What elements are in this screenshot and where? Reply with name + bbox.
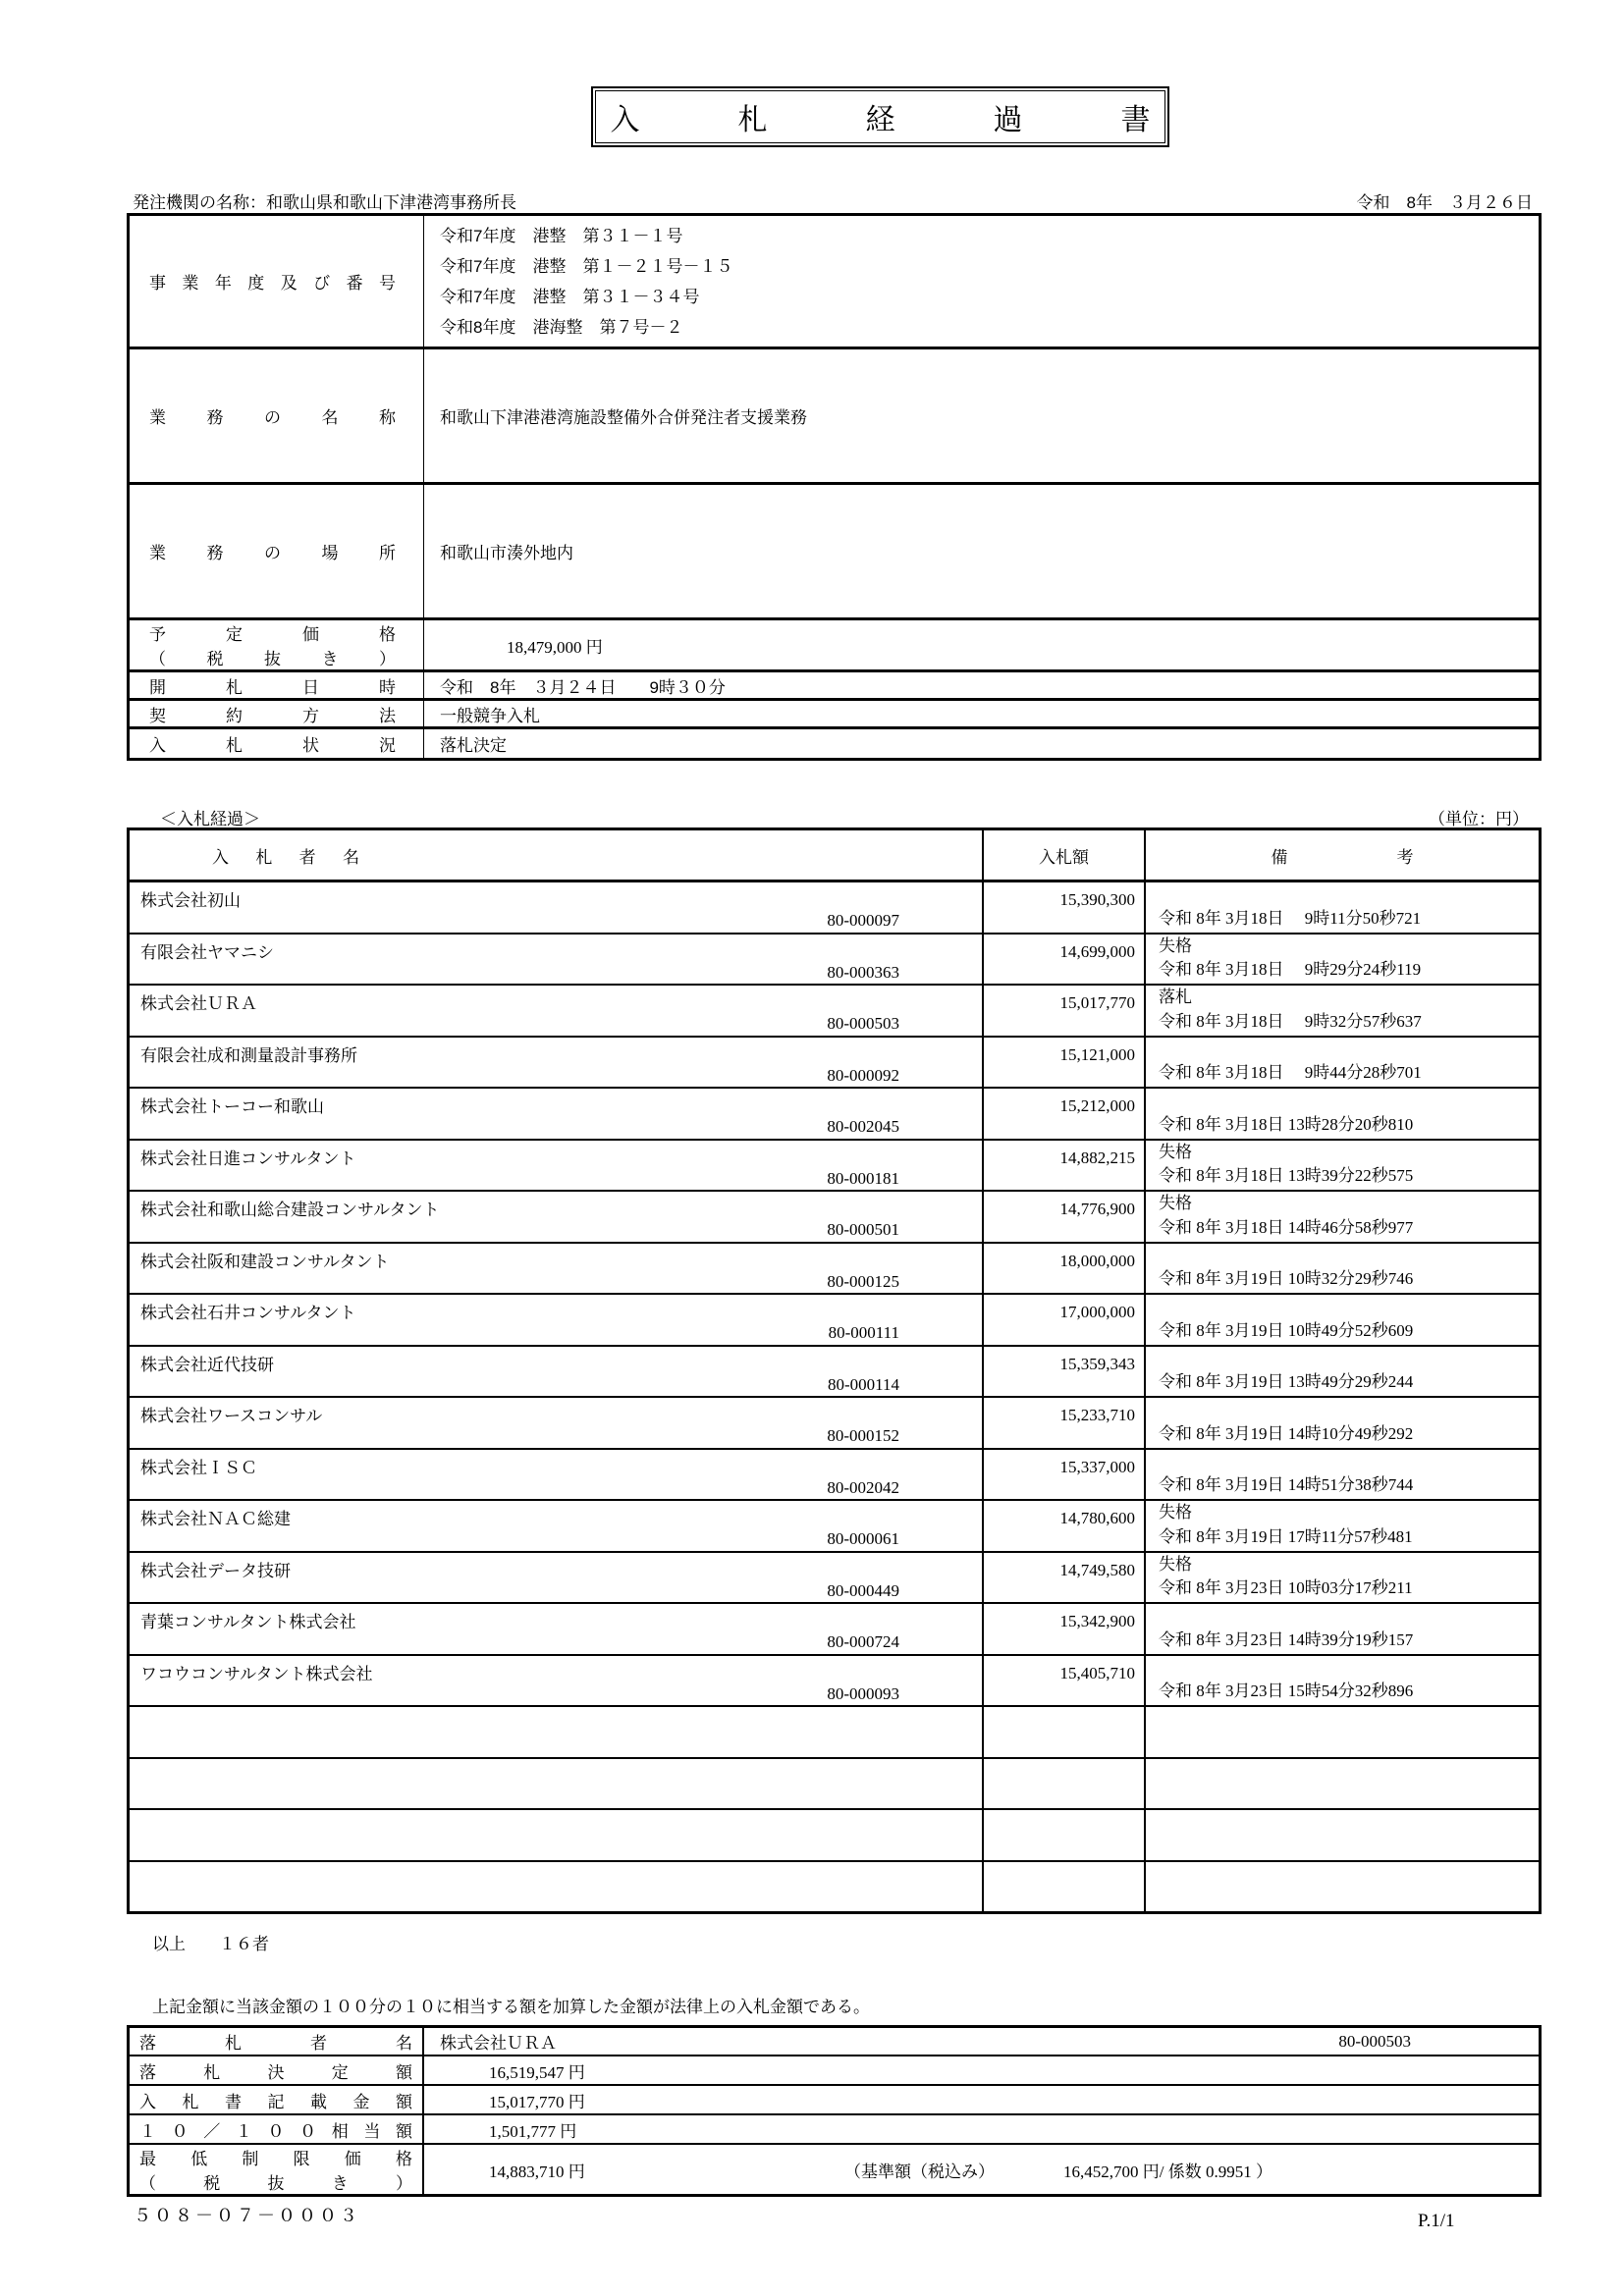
bid-amount-cell [984, 1089, 1146, 1139]
written-amount-value-cell [424, 2086, 1539, 2113]
bid-table-row [130, 1396, 1539, 1448]
row-contract-method [130, 698, 1539, 726]
estimated-price-label-cell [130, 620, 424, 669]
bid-amount-cell [984, 1707, 1146, 1757]
bid-result-status [1159, 1812, 1539, 1832]
bidder-name-cell [130, 1089, 984, 1139]
bid-timestamp: 令和 8年 3月19日 10時32分29秒746 [1159, 1269, 1414, 1288]
winner-name: 株式会社ＵＲＡ [440, 2034, 557, 2053]
minimum-price-label: 最低制限価格 [139, 2150, 412, 2168]
bid-amount: 15,342,900 [1059, 1612, 1135, 1630]
row-opening-datetime [130, 669, 1539, 698]
bid-amount-cell [984, 1759, 1146, 1809]
bid-table-row [130, 1860, 1539, 1912]
bidder-name: 株式会社トーコー和歌山 [140, 1097, 324, 1116]
bidder-name-cell [130, 1450, 984, 1500]
project-line: 令和7年度 港整 第３１－１号 [440, 226, 683, 245]
bid-table-header [130, 830, 1539, 880]
bid-table-row [130, 984, 1539, 1036]
bidder-name-column-header: 入札者名 [212, 847, 359, 867]
bid-table-row [130, 1499, 1539, 1551]
row-ratio-amount [130, 2113, 1539, 2143]
bidder-id: 80-000093 [827, 1683, 899, 1703]
bid-amount: 15,121,000 [1059, 1044, 1135, 1064]
bidder-name-cell [130, 1759, 984, 1809]
winner-label: 落札者名 [139, 2034, 412, 2053]
bidder-name-cell [130, 1038, 984, 1088]
bid-table-row [130, 1190, 1539, 1242]
remark-cell [1146, 1038, 1539, 1088]
bid-result-status [1159, 1091, 1539, 1110]
bid-table-row [130, 1654, 1539, 1706]
bidder-name-cell [130, 1244, 984, 1294]
remark-cell [1146, 1450, 1539, 1500]
bidder-name: 株式会社阪和建設コンサルタント [140, 1252, 390, 1271]
bid-amount: 14,882,215 [1059, 1148, 1135, 1167]
bidder-name-column-header-cell [130, 830, 984, 880]
bid-amount-cell [984, 1038, 1146, 1088]
bidder-name-cell [130, 934, 984, 985]
remark-cell [1146, 1862, 1539, 1912]
remark-cell [1146, 934, 1539, 985]
bidder-name-cell [130, 882, 984, 933]
bidder-name-cell [130, 1398, 984, 1448]
remark-cell [1146, 1347, 1539, 1397]
remark-column-header-cell [1146, 830, 1539, 880]
bid-amount-cell [984, 1295, 1146, 1345]
bid-timestamp: 令和 8年 3月19日 14時51分38秒744 [1159, 1475, 1414, 1494]
bid-timestamp: 令和 8年 3月23日 15時54分32秒896 [1159, 1682, 1414, 1700]
bidder-name-cell [130, 1295, 984, 1345]
project-info-table [127, 213, 1542, 761]
bidder-id: 80-000092 [827, 1065, 899, 1085]
bid-amount-cell [984, 1604, 1146, 1654]
bidder-count-note: 以上 １６者 [152, 1935, 269, 1953]
bidder-id: 80-000114 [827, 1374, 899, 1394]
bid-timestamp: 令和 8年 3月23日 14時39分19秒157 [1159, 1629, 1414, 1649]
bidder-id: 80-002042 [827, 1477, 899, 1497]
award-summary-table [127, 2025, 1542, 2197]
work-name-label-cell [130, 349, 424, 482]
bid-amount: 15,337,000 [1059, 1457, 1135, 1476]
bidder-name: 株式会社石井コンサルタント [140, 1304, 356, 1322]
bid-history-table [127, 828, 1542, 1914]
estimated-price-label-tax: （税抜き） [149, 650, 396, 668]
winner-value-cell [424, 2028, 1539, 2055]
bid-amount-cell [984, 1501, 1146, 1551]
bidder-name-cell [130, 1810, 984, 1860]
work-place-label: 業務の場所 [149, 544, 396, 562]
bidder-id: 80-000111 [828, 1323, 899, 1342]
bid-result-status [1159, 1040, 1539, 1059]
work-place-value-cell [424, 485, 1539, 617]
bidder-id: 80-000097 [827, 911, 899, 930]
bid-amount-cell [984, 1192, 1146, 1242]
bid-amount-cell [984, 934, 1146, 985]
bid-amount: 14,699,000 [1059, 941, 1135, 961]
page-number: P.1/1 [1418, 2211, 1455, 2231]
bid-timestamp: 令和 8年 3月19日 14時10分49秒292 [1159, 1423, 1414, 1443]
bid-table-row [130, 1602, 1539, 1654]
row-award-amount [130, 2055, 1539, 2084]
bid-amount-cell [984, 1347, 1146, 1397]
work-place-label-cell [130, 485, 424, 617]
bid-result-status: 失格 [1159, 1554, 1192, 1574]
row-winner [130, 2028, 1539, 2055]
winner-label-cell [130, 2028, 424, 2055]
bid-amount-cell [984, 1244, 1146, 1294]
bidder-id: 80-000501 [827, 1220, 899, 1239]
bidder-name-cell [130, 1707, 984, 1757]
bid-result-status [1159, 884, 1539, 904]
written-amount-value: 15,017,770 円 [489, 2092, 585, 2111]
bidder-name-cell [130, 1347, 984, 1397]
bid-timestamp: 令和 8年 3月18日 13時28分20秒810 [1159, 1114, 1414, 1134]
award-amount-value-cell [424, 2056, 1539, 2084]
ordering-agency: 発注機関の名称：和歌山県和歌山下津港湾事務所長 [133, 193, 516, 212]
bidder-name: 有限会社ヤマニシ [140, 942, 274, 962]
bidder-id: 80-000363 [827, 962, 899, 982]
estimated-price-label: 予定価格 [149, 625, 396, 644]
bid-amount-cell [984, 1450, 1146, 1500]
bid-amount-cell [984, 986, 1146, 1036]
bidder-id: 80-000125 [827, 1271, 899, 1291]
bid-table-row [130, 1551, 1539, 1603]
minimum-price-label-tax: （税抜き） [139, 2174, 412, 2193]
bid-timestamp: 令和 8年 3月19日 17時11分57秒481 [1159, 1526, 1413, 1546]
bid-amount: 15,233,710 [1059, 1406, 1135, 1424]
remark-column-header: 備考 [1271, 847, 1414, 867]
bid-result-status: 失格 [1159, 1194, 1192, 1212]
bidder-name-cell [130, 1656, 984, 1706]
bid-table-row [130, 1242, 1539, 1294]
bid-result-status [1159, 1400, 1539, 1419]
bid-table-row [130, 1139, 1539, 1191]
bidder-name-cell [130, 1604, 984, 1654]
bidder-name-cell [130, 1862, 984, 1912]
project-line: 令和8年度 港海整 第７号－２ [440, 317, 683, 337]
bid-status-value: 落札決定 [440, 736, 507, 755]
bid-result-status [1159, 1297, 1539, 1316]
winner-id: 80-000503 [1338, 2031, 1411, 2051]
bid-timestamp: 令和 8年 3月19日 10時49分52秒609 [1159, 1320, 1414, 1340]
remark-cell [1146, 1244, 1539, 1294]
bid-amount: 15,212,000 [1059, 1096, 1135, 1115]
contract-method-value-cell [424, 701, 1539, 726]
remark-cell [1146, 1141, 1539, 1191]
opening-datetime-value: 令和 8年 ３月２４日 9時３０分 [440, 677, 726, 697]
remark-cell [1146, 1192, 1539, 1242]
bid-table-row [130, 1448, 1539, 1500]
document-date: 令和 8年 ３月２６日 [1356, 193, 1533, 212]
remark-cell [1146, 1553, 1539, 1603]
bid-table-row [130, 1808, 1539, 1860]
bid-amount-column-header: 入札額 [1039, 847, 1089, 867]
remark-cell [1146, 1810, 1539, 1860]
bid-table-row [130, 1087, 1539, 1139]
row-minimum-price [130, 2143, 1539, 2194]
bidder-name-cell [130, 1141, 984, 1191]
bid-amount: 14,780,600 [1059, 1509, 1135, 1527]
estimated-price-value-cell [424, 620, 1539, 669]
contract-method-label-cell [130, 701, 424, 726]
bid-result-status [1159, 1349, 1539, 1368]
minimum-price-value: 14,883,710 円 [489, 2162, 585, 2181]
bid-amount: 15,390,300 [1059, 890, 1135, 909]
bidder-id: 80-000152 [827, 1426, 899, 1445]
estimated-price-value: 18,479,000 円 [507, 637, 603, 657]
document-title-inner-border [595, 90, 1185, 143]
bid-table-row [130, 1293, 1539, 1345]
bidder-id: 80-000503 [827, 1014, 899, 1033]
row-estimated-price [130, 617, 1539, 669]
work-name-value: 和歌山下津港港湾施設整備外合併発注者支援業務 [440, 408, 807, 427]
bid-timestamp: 令和 8年 3月18日 9時11分50秒721 [1159, 908, 1422, 928]
bid-amount: 15,359,343 [1059, 1354, 1135, 1373]
row-project-number [130, 216, 1539, 347]
remark-cell [1146, 1656, 1539, 1706]
bid-timestamp: 令和 8年 3月18日 9時32分57秒637 [1159, 1011, 1422, 1031]
base-amount-value: 16,452,700 円/ 係数 0.9951 ） [1063, 2162, 1272, 2181]
bid-timestamp: 令和 8年 3月18日 14時46分58秒977 [1159, 1217, 1414, 1237]
row-bid-status [130, 726, 1539, 758]
page-title: 入 札 経 過 書 [610, 104, 1185, 136]
bid-result-status [1159, 1658, 1539, 1678]
remark-cell [1146, 986, 1539, 1036]
remark-cell [1146, 1707, 1539, 1757]
contract-method-value: 一般競争入札 [440, 706, 540, 725]
bidder-name: 青葉コンサルタント株式会社 [140, 1613, 356, 1631]
bid-result-status: 失格 [1159, 1142, 1192, 1161]
bidder-id: 80-000181 [827, 1168, 899, 1188]
bid-table-row [130, 1345, 1539, 1397]
remark-cell [1146, 1604, 1539, 1654]
bidder-name: 株式会社近代技研 [140, 1355, 274, 1374]
bidder-id: 80-002045 [827, 1117, 899, 1136]
award-amount-label: 落札決定額 [139, 2062, 412, 2082]
bid-amount-column-header-cell [984, 830, 1146, 880]
bid-result-status: 落札 [1159, 988, 1192, 1006]
bidder-name: 株式会社初山 [140, 891, 241, 910]
legal-note: 上記金額に当該金額の１００分の１０に相当する額を加算した金額が法律上の入札金額である。 [152, 1998, 870, 2016]
bid-amount: 15,405,710 [1059, 1663, 1135, 1682]
bid-table-row [130, 1757, 1539, 1809]
bid-amount-cell [984, 1141, 1146, 1191]
project-number-label-cell [130, 216, 424, 347]
row-written-amount [130, 2084, 1539, 2113]
bid-table-row [130, 933, 1539, 985]
work-place-value: 和歌山市湊外地内 [440, 544, 573, 562]
bid-status-label: 入札状況 [149, 736, 396, 755]
work-name-value-cell [424, 349, 1539, 482]
ratio-amount-value-cell [424, 2115, 1539, 2143]
bidder-id: 80-000449 [827, 1580, 899, 1600]
bid-status-value-cell [424, 729, 1539, 758]
bid-timestamp: 令和 8年 3月19日 13時49分29秒244 [1159, 1372, 1414, 1391]
bidder-name: 株式会社ＵＲＡ [140, 994, 257, 1013]
bid-result-status [1159, 1864, 1539, 1884]
remark-cell [1146, 1501, 1539, 1551]
bid-amount-cell [984, 1553, 1146, 1603]
work-name-label: 業務の名称 [149, 408, 396, 427]
award-amount-label-cell [130, 2056, 424, 2084]
bidder-name-cell [130, 1192, 984, 1242]
minimum-price-label-cell [130, 2145, 424, 2194]
project-line: 令和7年度 港整 第１－２１号－１５ [440, 256, 733, 276]
project-line: 令和7年度 港整 第３１－３４号 [440, 287, 700, 306]
bidder-name: 株式会社データ技研 [140, 1561, 291, 1580]
remark-cell [1146, 1398, 1539, 1448]
ratio-amount-value: 1,501,777 円 [489, 2121, 577, 2141]
bidder-name-cell [130, 986, 984, 1036]
bid-amount: 14,776,900 [1059, 1200, 1135, 1218]
written-amount-label-cell [130, 2086, 424, 2113]
bid-result-status [1159, 1452, 1539, 1471]
opening-datetime-label: 開札日時 [149, 677, 396, 697]
project-number-label: 事業年度及び番号 [149, 274, 396, 293]
bid-timestamp: 令和 8年 3月18日 13時39分22秒575 [1159, 1166, 1414, 1185]
opening-datetime-label-cell [130, 672, 424, 698]
bidder-name: 有限会社成和測量設計事務所 [140, 1045, 357, 1065]
row-work-place [130, 482, 1539, 617]
remark-cell [1146, 1759, 1539, 1809]
remark-cell [1146, 1089, 1539, 1139]
remark-cell [1146, 882, 1539, 933]
written-amount-label: 入札書記載金額 [139, 2092, 412, 2111]
bid-amount: 17,000,000 [1059, 1303, 1135, 1321]
award-amount-value: 16,519,547 円 [489, 2062, 585, 2082]
remark-cell [1146, 1295, 1539, 1345]
document-code: ５０８－０７－０００３ [134, 2206, 360, 2225]
bid-result-status [1159, 1606, 1539, 1626]
bidder-id: 80-000061 [827, 1529, 899, 1548]
bidder-name: 株式会社ワースコンサル [140, 1407, 323, 1425]
opening-datetime-value-cell [424, 672, 1539, 698]
bid-result-status [1159, 1761, 1539, 1781]
bid-table-row [130, 1036, 1539, 1088]
bid-status-label-cell [130, 729, 424, 758]
bid-result-status: 失格 [1159, 1503, 1192, 1522]
bid-timestamp: 令和 8年 3月18日 9時44分28秒701 [1159, 1063, 1422, 1082]
bidder-name: ワコウコンサルタント株式会社 [140, 1664, 373, 1683]
bid-amount: 14,749,580 [1059, 1560, 1135, 1579]
header-line [133, 188, 1533, 213]
bid-result-status: 失格 [1159, 935, 1192, 955]
bidder-name: 株式会社和歌山総合建設コンサルタント [140, 1201, 440, 1219]
row-work-name [130, 347, 1539, 482]
bid-amount: 15,017,770 [1059, 993, 1135, 1012]
bid-table-body [130, 880, 1539, 1911]
bid-table-row [130, 880, 1539, 933]
base-amount-label: （基準額（税込み） [844, 2162, 995, 2181]
bid-result-status [1159, 1246, 1539, 1265]
bid-timestamp: 令和 8年 3月18日 9時29分24秒119 [1159, 960, 1422, 979]
bidder-name: 株式会社日進コンサルタント [140, 1148, 356, 1168]
bid-amount-cell [984, 1656, 1146, 1706]
bidder-name-cell [130, 1553, 984, 1603]
bidder-name: 株式会社ＮＡＣ総建 [140, 1510, 291, 1528]
bid-amount-cell [984, 1398, 1146, 1448]
bid-table-row [130, 1705, 1539, 1757]
bidder-name: 株式会社ＩＳＣ [140, 1458, 257, 1477]
bid-amount-cell [984, 882, 1146, 933]
bidder-name-cell [130, 1501, 984, 1551]
bid-amount-cell [984, 1862, 1146, 1912]
ratio-amount-label-cell [130, 2115, 424, 2143]
document-title-box [591, 86, 1185, 147]
unit-note: （単位：円） [1429, 810, 1529, 828]
bid-history-caption: ＜入札経過＞ [160, 810, 260, 828]
ratio-amount-label: １０／１００相当額 [139, 2121, 412, 2141]
bid-amount: 18,000,000 [1059, 1251, 1135, 1270]
bid-timestamp: 令和 8年 3月23日 10時03分17秒211 [1159, 1578, 1413, 1597]
project-number-value-cell [424, 216, 1539, 347]
bid-result-status [1159, 1709, 1539, 1729]
minimum-price-value-cell [424, 2145, 1539, 2194]
contract-method-label: 契約方法 [149, 706, 396, 725]
bid-amount-cell [984, 1810, 1146, 1860]
bidder-id: 80-000724 [827, 1632, 899, 1651]
